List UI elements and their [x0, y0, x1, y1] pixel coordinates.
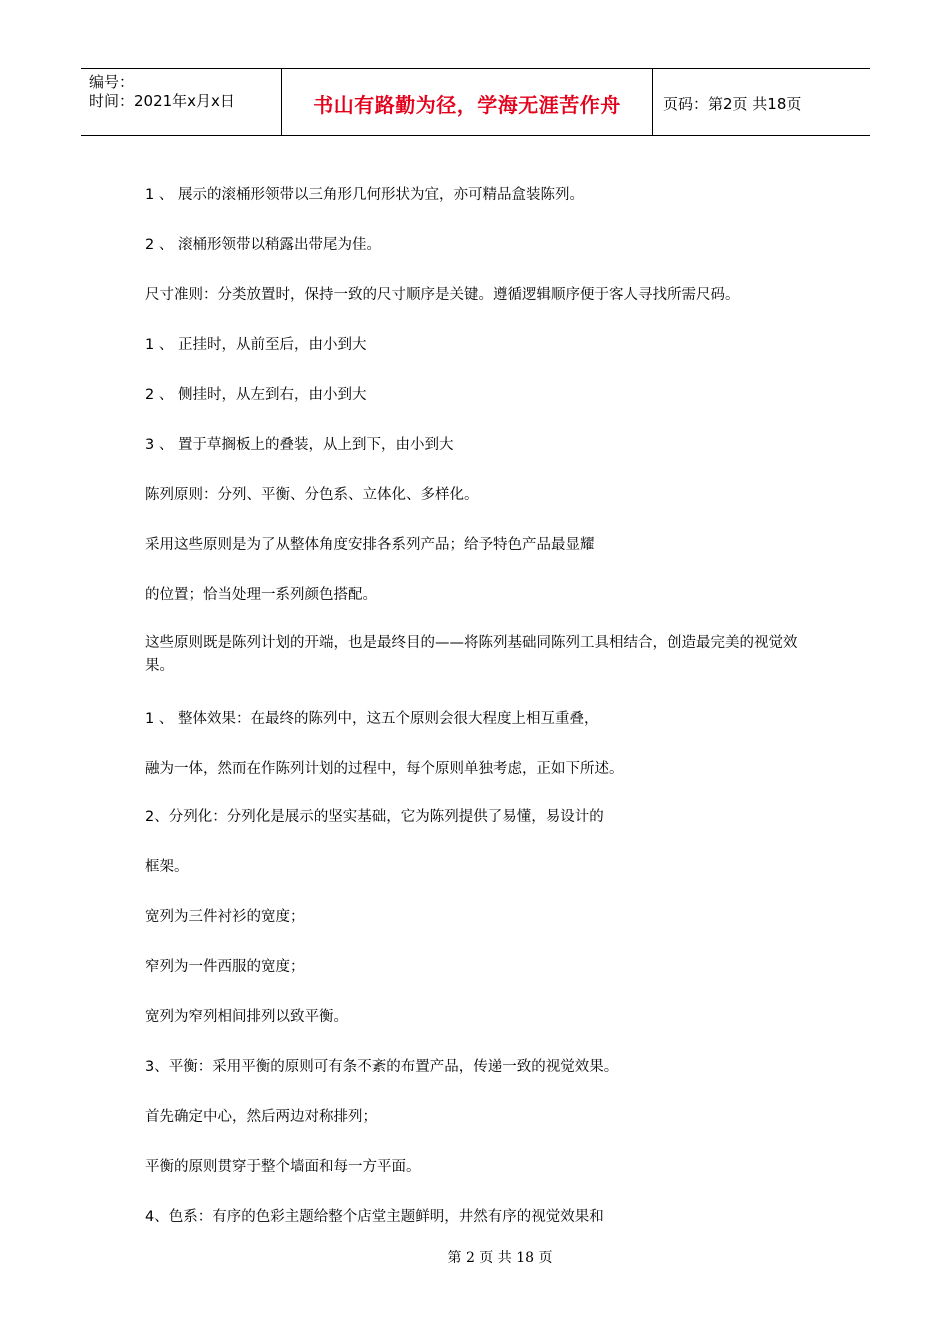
time-label: 时间：2021年x月x日 — [89, 92, 235, 110]
paragraph: 这些原则既是陈列计划的开端，也是最终目的——将陈列基础同陈列工具相结合，创造最完美的视觉效果。 — [145, 635, 798, 674]
paragraph: 2 、 侧挂时，从左到右，由小到大 — [145, 387, 367, 403]
paragraph: 平衡的原则贯穿于整个墙面和每一方平面。 — [145, 1159, 421, 1175]
header-page-info: 页码：第2页 共18页 — [663, 94, 802, 113]
paragraph: 陈列原则：分列、平衡、分色系、立体化、多样化。 — [145, 487, 479, 503]
paragraph: 框架。 — [145, 859, 189, 875]
page-footer: 第 2 页 共 18 页 — [447, 1250, 553, 1266]
header-meta — [81, 69, 282, 135]
paragraph: 1 、 展示的滚桶形领带以三角形几何形状为宜，亦可精品盒装陈列。 — [145, 187, 584, 203]
paragraph: 的位置；恰当处理一系列颜色搭配。 — [145, 587, 377, 603]
paragraph: 首先确定中心，然后两边对称排列； — [145, 1109, 377, 1125]
paragraph: 3 、 置于草搁板上的叠装，从上到下，由小到大 — [145, 437, 454, 453]
paragraph: 尺寸准则：分类放置时，保持一致的尺寸顺序是关键。遵循逻辑顺序便于客人寻找所需尺码。 — [145, 287, 740, 303]
paragraph: 宽列为三件衬衫的宽度； — [145, 909, 305, 925]
paragraph: 采用这些原则是为了从整体角度安排各系列产品；给予特色产品最显耀 — [145, 537, 595, 553]
paragraph: 窄列为一件西服的宽度； — [145, 959, 305, 975]
number-label: 编号： — [89, 73, 135, 91]
header-motto: 书山有路勤为径，学海无涯苦作舟 — [282, 69, 653, 135]
paragraph: 3、平衡：采用平衡的原则可有条不紊的布置产品，传递一致的视觉效果。 — [145, 1059, 619, 1075]
paragraph: 融为一体，然而在作陈列计划的过程中，每个原则单独考虑，正如下所述。 — [145, 761, 624, 777]
paragraph: 宽列为窄列相间排列以致平衡。 — [145, 1009, 348, 1025]
paragraph: 2、分列化：分列化是展示的坚实基础，它为陈列提供了易懂，易设计的 — [145, 809, 604, 825]
paragraph: 1 、 整体效果：在最终的陈列中，这五个原则会很大程度上相互重叠， — [145, 711, 599, 727]
paragraph: 4、色系：有序的色彩主题给整个店堂主题鲜明，井然有序的视觉效果和 — [145, 1209, 604, 1225]
paragraph: 2 、 滚桶形领带以稍露出带尾为佳。 — [145, 237, 381, 253]
paragraph: 1 、 正挂时，从前至后，由小到大 — [145, 337, 367, 353]
document-header — [81, 68, 870, 136]
